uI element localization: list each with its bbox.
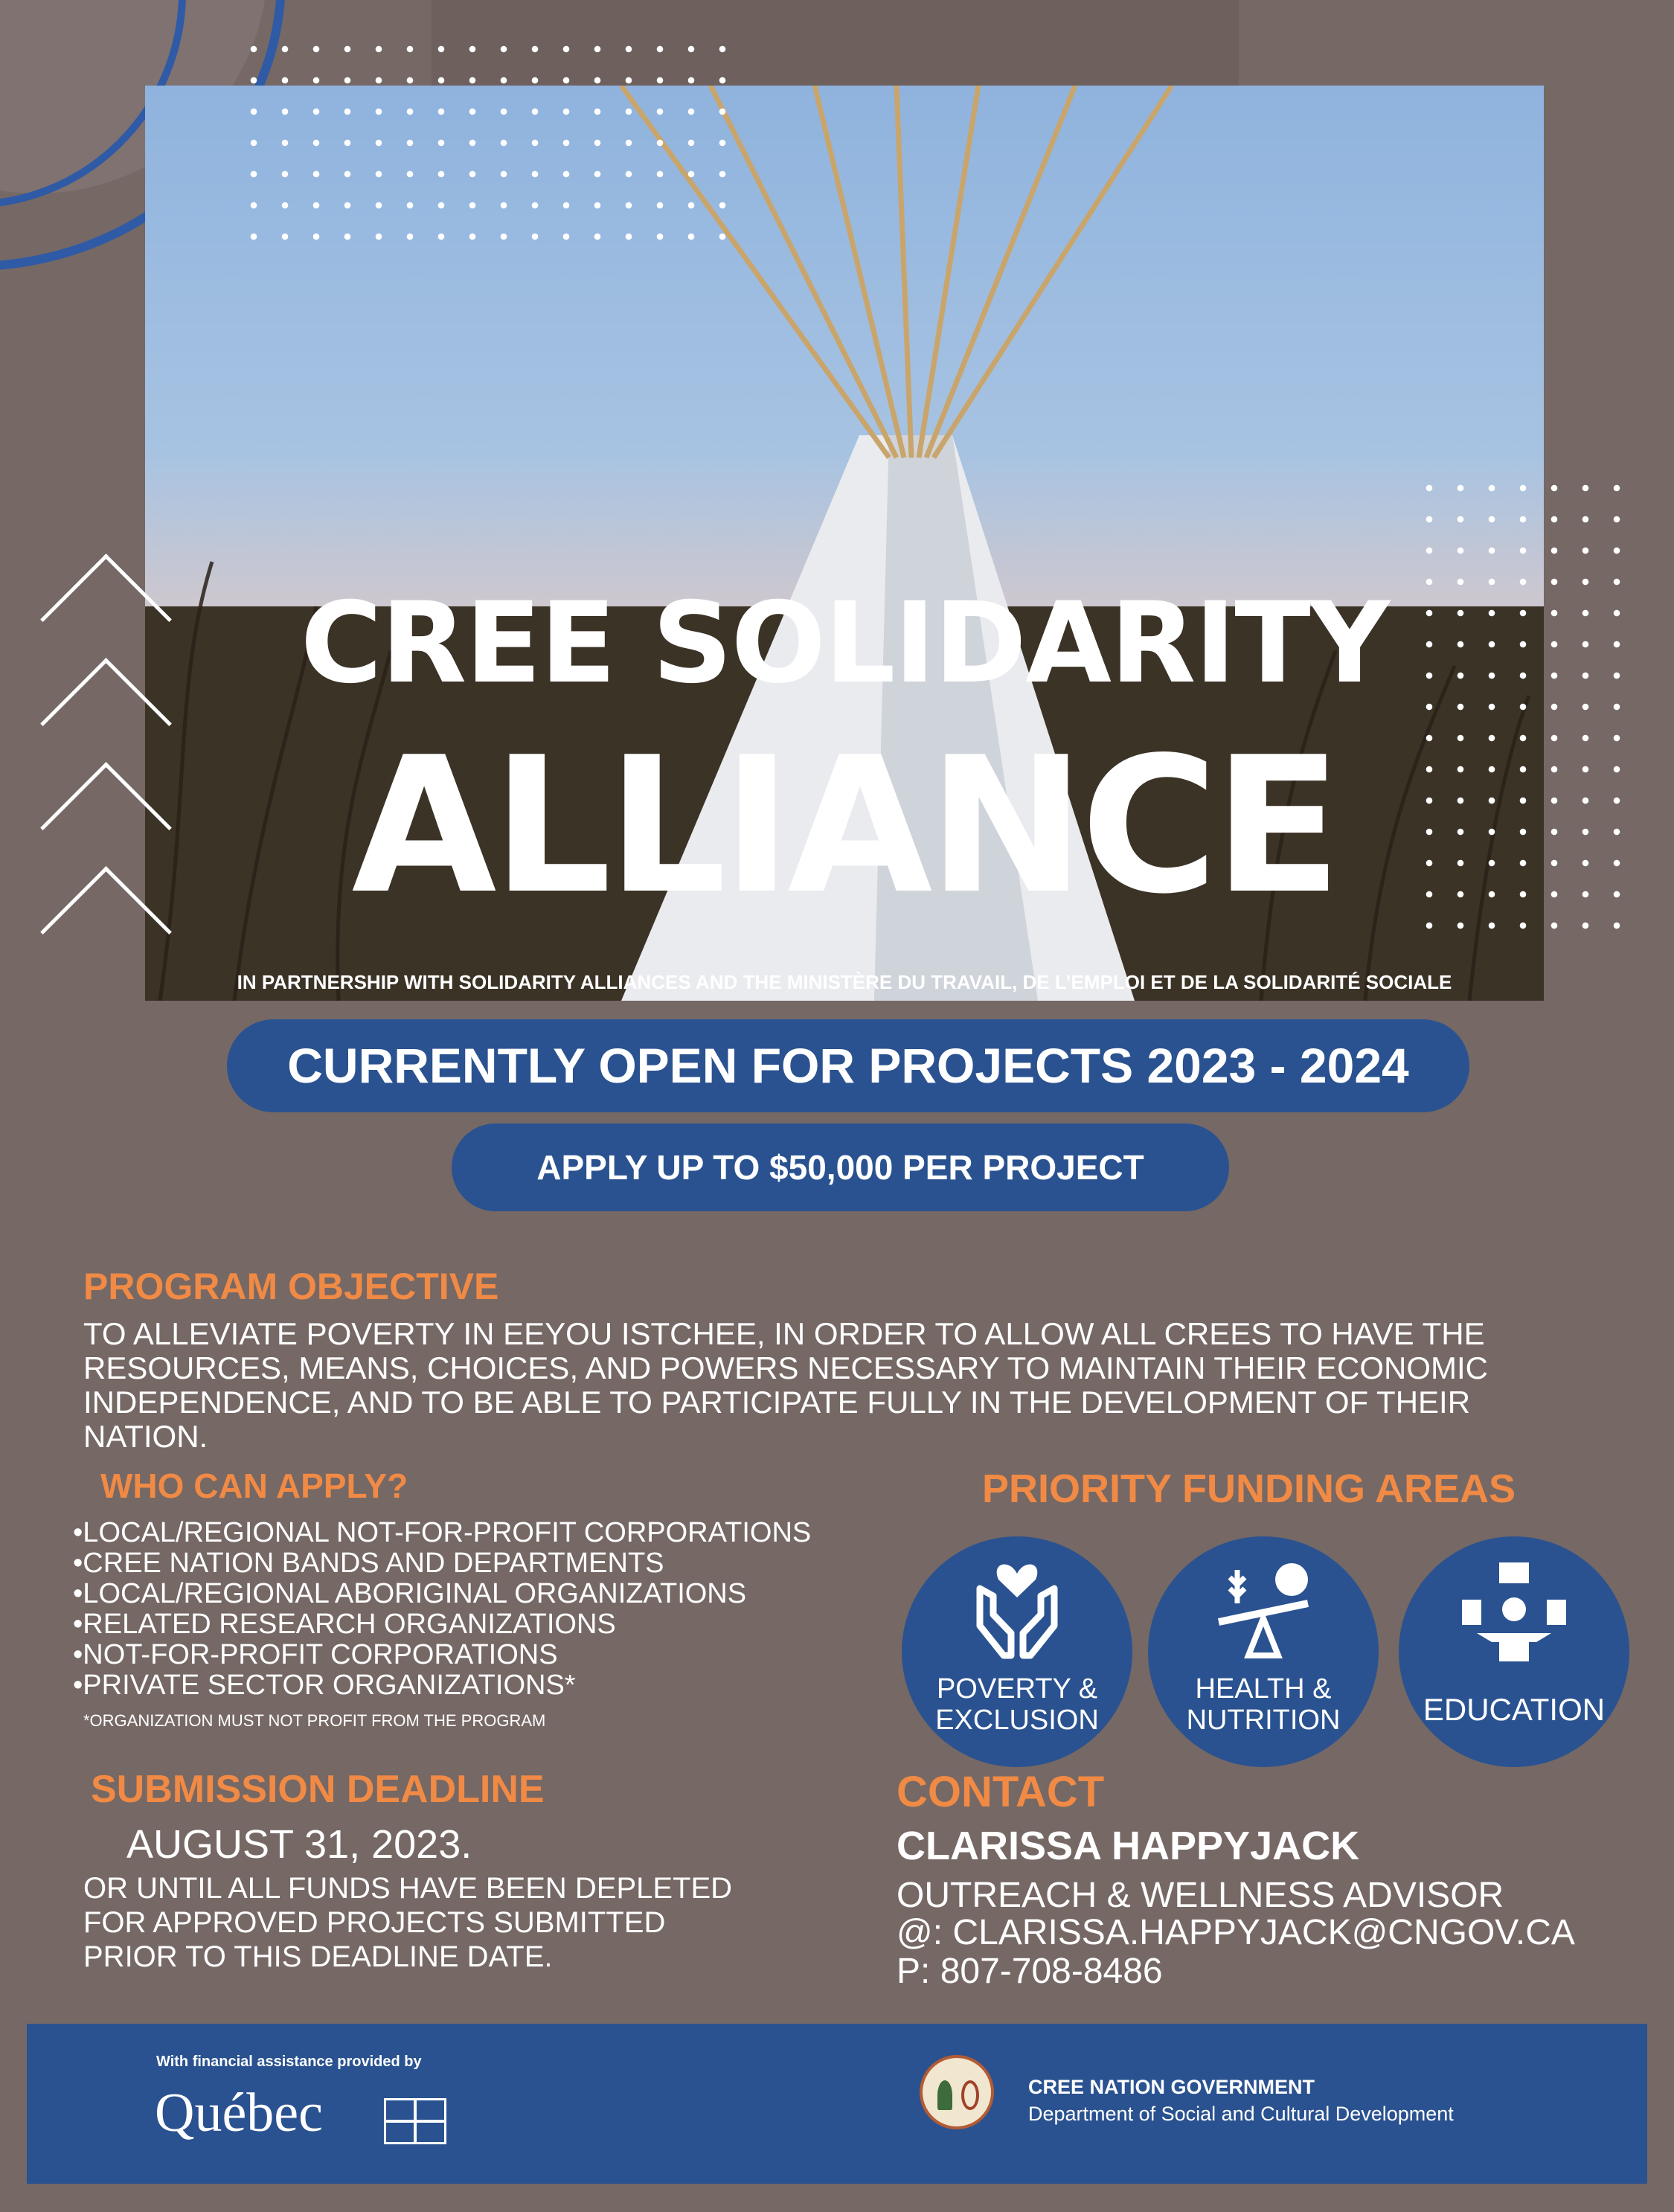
footer-bar <box>27 2024 1647 2184</box>
quebec-flag-icon <box>384 2098 446 2144</box>
health-label-line2: NUTRITION <box>1186 1704 1341 1736</box>
contact-phone[interactable]: P: 807-708-8486 <box>897 1952 1163 1991</box>
contact-role: OUTREACH & WELLNESS ADVISOR <box>897 1876 1504 1915</box>
assist-text: With financial assistance provided by <box>156 2054 422 2070</box>
cng-department: Department of Social and Cultural Development <box>1028 2103 1454 2125</box>
deadline-heading: SUBMISSION DEADLINE <box>91 1768 545 1811</box>
who-note: *ORGANIZATION MUST NOT PROFIT FROM THE PROGRAM <box>83 1711 546 1730</box>
list-item: •LOCAL/REGIONAL ABORIGINAL ORGANIZATIONS <box>73 1578 747 1609</box>
deadline-details <box>83 1871 732 1974</box>
objective-text <box>83 1317 1488 1454</box>
poverty-label-line2: EXCLUSION <box>935 1704 1099 1736</box>
cng-seal-icon <box>920 2055 994 2129</box>
objective-heading: PROGRAM OBJECTIVE <box>83 1266 499 1307</box>
health-circle <box>1148 1536 1379 1767</box>
list-item: •LOCAL/REGIONAL NOT-FOR-PROFIT CORPORATIONS <box>73 1517 812 1548</box>
balance-scale-icon <box>1204 1551 1323 1670</box>
objective-line: TO ALLEVIATE POVERTY IN EEYOU ISTCHEE, IN ORDER TO ALLOW ALL CREES TO HAVE THE <box>83 1316 1485 1351</box>
education-label-line1: EDUCATION <box>1423 1692 1606 1727</box>
deadline-date: AUGUST 31, 2023. <box>126 1822 472 1867</box>
health-label-line1: HEALTH & <box>1195 1673 1332 1705</box>
objective-line: RESOURCES, MEANS, CHOICES, AND POWERS NECESSARY TO MAINTAIN THEIR ECONOMIC <box>83 1350 1488 1385</box>
who-heading: WHO CAN APPLY? <box>100 1466 408 1505</box>
apply-banner: APPLY UP TO $50,000 PER PROJECT <box>452 1123 1229 1211</box>
deadline-line: PRIOR TO THIS DEADLINE DATE. <box>83 1940 553 1973</box>
priority-heading: PRIORITY FUNDING AREAS <box>982 1466 1516 1511</box>
hands-heart-icon <box>958 1551 1077 1670</box>
education-label <box>1399 1693 1629 1727</box>
title-line-2: ALLIANCE <box>351 717 1338 935</box>
partnership-text: IN PARTNERSHIP WITH SOLIDARITY ALLIANCES AND THE MINISTÈRE DU TRAVAIL, DE L’EMPLOI ET DE LA SOLIDARITÉ SOCIALE <box>237 971 1452 993</box>
list-item: •CREE NATION BANDS AND DEPARTMENTS <box>73 1548 664 1579</box>
poverty-label-line1: POVERTY & <box>936 1673 1098 1705</box>
contact-email[interactable]: @: CLARISSA.HAPPYJACK@CNGOV.CA <box>897 1913 1575 1952</box>
quebec-wordmark: Québec <box>155 2083 323 2144</box>
list-item: •PRIVATE SECTOR ORGANIZATIONS* <box>73 1670 576 1701</box>
dot-grid-top <box>238 33 744 257</box>
contact-name: CLARISSA HAPPYJACK <box>897 1824 1360 1868</box>
health-label <box>1148 1674 1379 1737</box>
objective-line: NATION. <box>83 1419 208 1454</box>
open-banner: CURRENTLY OPEN FOR PROJECTS 2023 - 2024 <box>227 1019 1469 1112</box>
poverty-circle <box>902 1536 1132 1767</box>
deadline-line: OR UNTIL ALL FUNDS HAVE BEEN DEPLETED <box>83 1872 733 1905</box>
objective-line: INDEPENDENCE, AND TO BE ABLE TO PARTICIPATE FULLY IN THE DEVELOPMENT OF THEIR <box>83 1385 1471 1420</box>
contact-heading: CONTACT <box>897 1768 1105 1816</box>
list-item: •RELATED RESEARCH ORGANIZATIONS <box>73 1609 616 1640</box>
student-books-icon <box>1455 1559 1574 1663</box>
title-line-1: CREE SOLIDARITY <box>300 579 1389 708</box>
cng-name: CREE NATION GOVERNMENT <box>1028 2076 1315 2098</box>
who-list <box>73 1518 811 1701</box>
poverty-label <box>902 1674 1132 1737</box>
education-circle <box>1399 1536 1629 1767</box>
deadline-line: FOR APPROVED PROJECTS SUBMITTED <box>83 1906 666 1939</box>
list-item: •NOT-FOR-PROFIT CORPORATIONS <box>73 1639 558 1670</box>
